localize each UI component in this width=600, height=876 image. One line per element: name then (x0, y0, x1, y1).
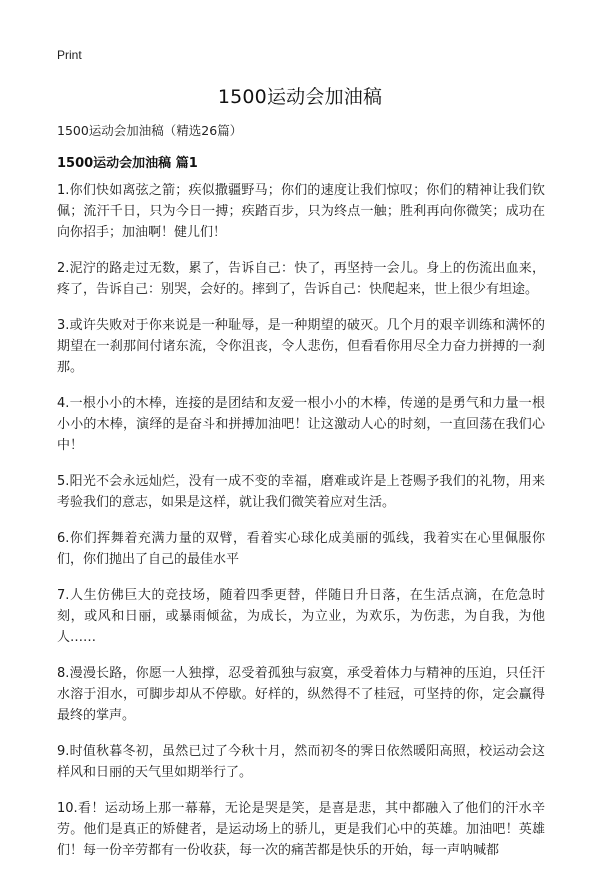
paragraph: 2.泥泞的路走过无数，累了，告诉自己：快了，再坚持一会儿。身上的伤流出血来，疼了，告诉自己：别哭，会好的。摔到了，告诉自己：快爬起来，世上很少有坦途。 (57, 261, 545, 297)
paragraph: 3.或许失败对于你来说是一种耻辱，是一种期望的破灭。几个月的艰辛训练和满怀的期望在一刹那间付诸东流，令你沮丧，令人悲伤，但看看你用尽全力奋力拼搏的一刹那。 (57, 318, 545, 375)
paragraph: 8.漫漫长路，你愿一人独撑，忍受着孤独与寂寞，承受着体力与精神的压迫，只任汗水溶于泪水，可脚步却从不停歇。好样的，纵然得不了桂冠，可坚持的你，定会赢得最终的掌声。 (57, 666, 545, 723)
paragraph: 10.看！运动场上那一幕幕，无论是哭是笑，是喜是悲，其中都融入了他们的汗水辛劳。他们是真正的矫健者，是运动场上的骄儿，更是我们心中的英雄。加油吧！英雄们！每一份辛劳都有一份收获，每一次的痛苦都是快乐的开始，每一声呐喊都 (57, 801, 545, 858)
section-heading: 1500运动会加油稿 篇1 (57, 156, 198, 171)
paragraph: 6.你们挥舞着充满力量的双臂，看着实心球化成美丽的弧线，我着实在心里佩服你们，你们抛出了自己的最佳水平 (57, 531, 545, 567)
paragraph: 7.人生仿佛巨大的竞技场，随着四季更替，伴随日升日落，在生活点滴，在危急时刻，或风和日丽，或暴雨倾盆，为成长，为立业，为欢乐，为伤悲，为自我，为他人…… (57, 588, 545, 645)
paragraph: 5.阳光不会永远灿烂，没有一成不变的幸福，磨难或许是上苍赐予我们的礼物，用来考验我们的意志，如果是这样，就让我们微笑着应对生活。 (57, 474, 545, 510)
print-link[interactable]: Print (57, 48, 82, 62)
paragraph: 9.时值秋暮冬初，虽然已过了今秋十月，然而初冬的霁日依然暖阳高照，校运动会这样风和日丽的天气里如期举行了。 (57, 744, 545, 780)
page-title: 1500运动会加油稿 (217, 86, 383, 108)
article-body (57, 180, 545, 876)
document-subtitle: 1500运动会加油稿（精选26篇） (57, 123, 243, 138)
paragraph: 1.你们快如离弦之箭；疾似撒疆野马；你们的速度让我们惊叹；你们的精神让我们钦佩；流汗千日，只为今日一搏；疾踏百步，只为终点一触；胜利再向你微笑；成功在向你招手；加油啊！健儿们！ (57, 183, 545, 240)
paragraph: 4.一根小小的木棒，连接的是团结和友爱一根小小的木棒，传递的是勇气和力量一根小小的木棒，演绎的是奋斗和拼搏加油吧！让这激动人心的时刻，一直回荡在我们心中！ (57, 396, 545, 453)
